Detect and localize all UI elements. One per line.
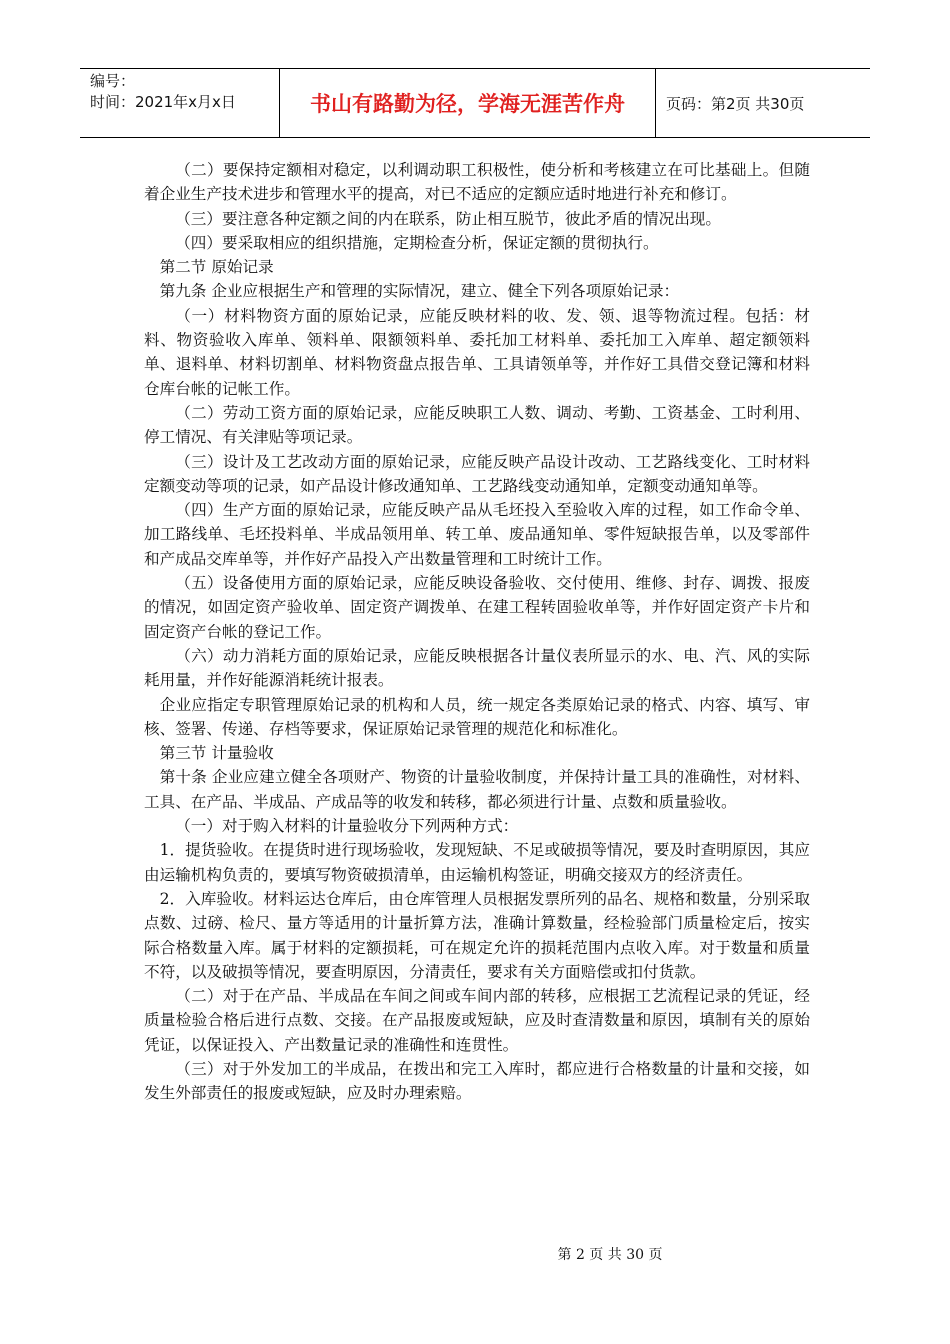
paragraph: 2．入库验收。材料运达仓库后，由仓库管理人员根据发票所列的品名、规格和数量，分别采取点数、过磅、检尺、量方等适用的计量折算方法，准确计算数量，经检验部门质量检定后，按实际合格数量入库。属于材料的定额损耗，可在规定允许的损耗范围内点收入库。对于数量和质量不符，以及破损等情况，要查明原因，分清责任，要求有关方面赔偿或扣付货款。 <box>144 889 810 981</box>
paragraph: （四）要采取相应的组织措施，定期检查分析，保证定额的贯彻执行。 <box>175 233 659 252</box>
paragraph: （二）劳动工资方面的原始记录，应能反映职工人数、调动、考勤、工资基金、工时利用、停工情况、有关津贴等项记录。 <box>144 403 810 447</box>
header-page-label: 页码：第2页 共30页 <box>666 94 805 113</box>
article-heading: 第九条 企业应根据生产和管理的实际情况，建立、健全下列各项原始记录： <box>159 282 680 301</box>
paragraph: 1．提货验收。在提货时进行现场验收，发现短缺、不足或破损等情况，要及时查明原因，其应由运输机构负责的，要填写物资破损清单，由运输机构签证，明确交接双方的经济责任。 <box>144 841 810 884</box>
paragraph: 企业应指定专职管理原始记录的机构和人员，统一规定各类原始记录的格式、内容、填写、审核、签署、传递、存档等要求，保证原始记录管理的规范化和标准化。 <box>144 695 810 738</box>
header-motto: 书山有路勤为径，学海无涯苦作舟 <box>280 69 656 137</box>
paragraph: （三）对于外发加工的半成品，在拨出和完工入库时，都应进行合格数量的计量和交接，如发生外部责任的报废或短缺，应及时办理索赔。 <box>144 1059 810 1103</box>
document-header <box>80 68 870 138</box>
page-footer: 第 2 页 共 30 页 <box>557 1247 663 1263</box>
section-heading: 第三节 计量验收 <box>159 744 274 763</box>
paragraph: （一）对于购入材料的计量验收分下列两种方式： <box>175 817 519 836</box>
header-meta <box>80 69 280 137</box>
paragraph: （二）对于在产品、半成品在车间之间或车间内部的转移，应根据工艺流程记录的凭证，经质量检验合格后进行点数、交接。在产品报废或短缺，应及时查清数量和原因，填制有关的原始凭证，以保证投入、产出数量记录的准确性和连贯性。 <box>144 987 810 1054</box>
paragraph: （三）要注意各种定额之间的内在联系，防止相互脱节，彼此矛盾的情况出现。 <box>175 209 721 228</box>
paragraph: （五）设备使用方面的原始记录，应能反映设备验收、交付使用、维修、封存、调拨、报废的情况，如固定资产验收单、固定资产调拨单、在建工程转固验收单等，并作好固定资产卡片和固定资产台帐的登记工作。 <box>144 574 810 641</box>
paragraph: （六）动力消耗方面的原始记录，应能反映根据各计量仪表所显示的水、电、汽、风的实际耗用量，并作好能源消耗统计报表。 <box>144 646 810 690</box>
document-body <box>144 158 810 1106</box>
paragraph: （四）生产方面的原始记录，应能反映产品从毛坯投入至验收入库的过程，如工作命令单、加工路线单、毛坯投料单、半成品领用单、转工单、废品通知单、零件短缺报告单，以及零部件和产成品交库单等，并作好产品投入产出数量管理和工时统计工作。 <box>144 501 810 568</box>
number-label: 编号： <box>90 72 136 90</box>
paragraph: （二）要保持定额相对稳定，以利调动职工积极性，使分析和考核建立在可比基础上。但随着企业生产技术进步和管理水平的提高，对已不适应的定额应适时地进行补充和修订。 <box>144 161 810 204</box>
paragraph: （三）设计及工艺改动方面的原始记录，应能反映产品设计改动、工艺路线变化、工时材料定额变动等项的记录，如产品设计修改通知单、工艺路线变动通知单，定额变动通知单等。 <box>144 452 810 495</box>
time-label: 时间：2021年x月x日 <box>90 93 236 111</box>
paragraph: （一）材料物资方面的原始记录，应能反映材料的收、发、领、退等物流过程。包括：材料、物资验收入库单、领料单、限额领料单、委托加工材料单、委托加工入库单、超定额领料单、退料单、材料切割单、材料物资盘点报告单、工具请领单等，并作好工具借交登记簿和材料仓库台帐的记帐工作。 <box>144 306 810 398</box>
article-heading: 第十条 企业应建立健全各项财产、物资的计量验收制度，并保持计量工具的准确性，对材料、工具、在产品、半成品、产成品等的收发和转移，都必须进行计量、点数和质量验收。 <box>144 768 810 811</box>
section-heading: 第二节 原始记录 <box>159 258 274 277</box>
